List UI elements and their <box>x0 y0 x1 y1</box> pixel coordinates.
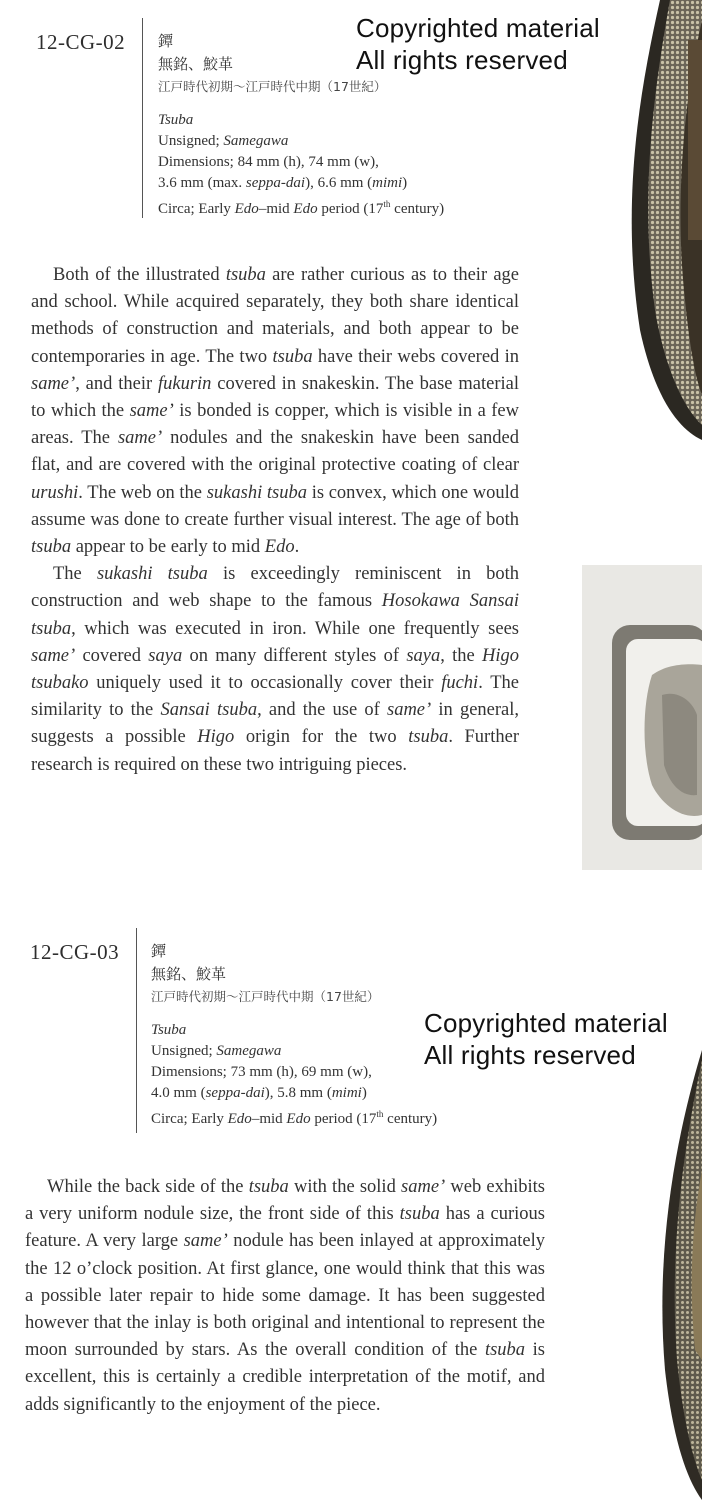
italic-term: sukashi tsuba <box>206 482 307 503</box>
tsuba-photo-top-right <box>600 0 702 440</box>
italic-term: saya <box>148 645 183 666</box>
text-run: . <box>294 537 300 558</box>
dimensions-line-2: 4.0 mm (seppa-dai), 5.8 mm (mimi) <box>151 1085 367 1101</box>
italic-term: Hosokawa Sansai tsuba <box>31 591 519 639</box>
italic-term: fuchi <box>441 673 479 694</box>
text-run: covered <box>75 645 149 666</box>
text-run: . The similarity to the <box>31 673 519 721</box>
text-run: nodules and the snakeskin have been sanded flat, and are covered with the original protective coating of clear <box>31 428 519 476</box>
text-run: nodule has been inlayed at approximately the 12 o’clock position. At first glance, one would think that this was a possible later repair to hide some damage. It has been suggested however that the inlay is both original and intentional to represent the moon surrounded by stars. As the overall condition of the <box>25 1231 545 1361</box>
italic-term: same’ <box>31 645 76 666</box>
entry-id: 12-CG-03 <box>30 940 120 964</box>
text-run: , and the use of <box>257 700 387 721</box>
text-run: . The web on the <box>78 482 207 503</box>
text-run: , which was executed in iron. While one frequently sees <box>71 618 519 639</box>
italic-term: saya <box>406 645 441 666</box>
watermark-line-1: Copyrighted material <box>356 13 600 43</box>
watermark-line-2: All rights reserved <box>424 1040 636 1070</box>
object-type: Tsuba <box>151 1022 187 1038</box>
signature-line: Unsigned; Samegawa <box>158 133 289 149</box>
text-run: , the <box>440 645 482 666</box>
paragraph <box>25 1174 545 1419</box>
italic-term: Higo tsubako <box>31 645 519 694</box>
jp-title: 鐔 <box>151 942 167 960</box>
commentary-text-2 <box>25 1174 545 1419</box>
commentary-text-1 <box>31 262 519 779</box>
text-run: with the solid <box>288 1177 402 1197</box>
text-run: are rather curious as to their age and school. While acquired separately, they both share identical methods of construction and materials, and both appear to be contemporaries in age. The two <box>31 265 519 367</box>
jp-period: 江戸時代初期～江戸時代中期（17世紀） <box>158 79 387 94</box>
entry-id: 12-CG-02 <box>36 30 126 54</box>
entry-details <box>151 940 437 1130</box>
italic-term: same’ <box>183 1231 228 1252</box>
italic-term: tsuba <box>399 1204 440 1225</box>
text-run: have their webs covered in <box>312 346 519 367</box>
circa-line: Circa; Early Edo–mid Edo period (17th century) <box>151 1109 438 1127</box>
italic-term: urushi <box>31 482 79 503</box>
text-run: in general, suggests a possible <box>31 700 520 748</box>
italic-term: tsuba <box>225 265 266 285</box>
object-type: Tsuba <box>158 112 194 128</box>
text-run: has a curious feature. A very large <box>25 1204 545 1252</box>
dimensions-line-1: Dimensions; 73 mm (h), 69 mm (w), <box>151 1064 372 1080</box>
copyright-watermark-bottom <box>424 1007 668 1071</box>
text-run: is convex, which one would assume was done to create further visual interest. The age of both <box>31 482 519 530</box>
text-run: on many different styles of <box>182 645 407 666</box>
text-run: is exceedingly reminiscent in both construction and web shape to the famous <box>31 564 520 612</box>
text-run: is bonded is copper, which is visible in a few areas. The <box>31 401 520 449</box>
text-run: covered in snakeskin. The base material to which the <box>31 373 519 422</box>
tsuba-photo-bottom-right <box>655 1050 702 1500</box>
entry-divider <box>136 928 137 1133</box>
italic-term: Sansai tsuba <box>160 700 258 721</box>
italic-term: tsuba <box>31 537 72 558</box>
entry-divider <box>142 18 143 218</box>
text-run: is excellent, this is certainly a credible interpretation of the motif, and adds significantly to the enjoyment of the piece. <box>25 1340 545 1415</box>
paragraph <box>31 561 519 779</box>
italic-term: tsuba <box>248 1177 289 1197</box>
text-run: , and their <box>75 373 158 394</box>
paragraph <box>31 262 519 561</box>
italic-term: same’ <box>31 373 76 394</box>
watermark-line-1: Copyrighted material <box>424 1008 668 1038</box>
italic-term: same’ <box>401 1177 446 1197</box>
circa-line: Circa; Early Edo–mid Edo period (17th century) <box>158 199 445 217</box>
text-run: uniquely used it to occasionally cover their <box>88 673 442 694</box>
italic-term: same’ <box>129 401 174 422</box>
italic-term: tsuba <box>484 1340 526 1361</box>
italic-term: fukurin <box>157 373 212 394</box>
signature-line: Unsigned; Samegawa <box>151 1043 282 1059</box>
text-run: The <box>53 564 97 585</box>
text-run: origin for the two <box>234 727 409 748</box>
italic-term: Higo <box>197 727 235 748</box>
jp-subtitle: 無銘、鮫革 <box>151 965 227 983</box>
jp-period: 江戸時代初期～江戸時代中期（17世紀） <box>151 989 380 1004</box>
italic-term: sukashi tsuba <box>96 564 208 585</box>
watermark-line-2: All rights reserved <box>356 45 568 75</box>
dimensions-line-2: 3.6 mm (max. seppa-dai), 6.6 mm (mimi) <box>158 175 408 191</box>
entry-details <box>158 30 444 220</box>
text-run: Both of the illustrated <box>53 265 226 285</box>
text-run: . Further research is required on these two intriguing pieces. <box>31 727 519 775</box>
jp-subtitle: 無銘、鮫革 <box>158 55 234 73</box>
italic-term: tsuba <box>408 727 449 748</box>
text-run: appear to be early to mid <box>71 537 265 558</box>
text-run: While the back side of the <box>47 1177 249 1197</box>
jp-title: 鐔 <box>158 32 174 50</box>
tsuba-photo-middle-right <box>582 565 702 870</box>
text-run: web exhibits a very uniform nodule size, the front side of this <box>25 1177 545 1225</box>
dimensions-line-1: Dimensions; 84 mm (h), 74 mm (w), <box>158 154 379 170</box>
italic-term: same’ <box>117 428 163 449</box>
italic-term: same’ <box>387 700 432 721</box>
italic-term: Edo <box>264 537 295 558</box>
italic-term: tsuba <box>272 346 313 367</box>
